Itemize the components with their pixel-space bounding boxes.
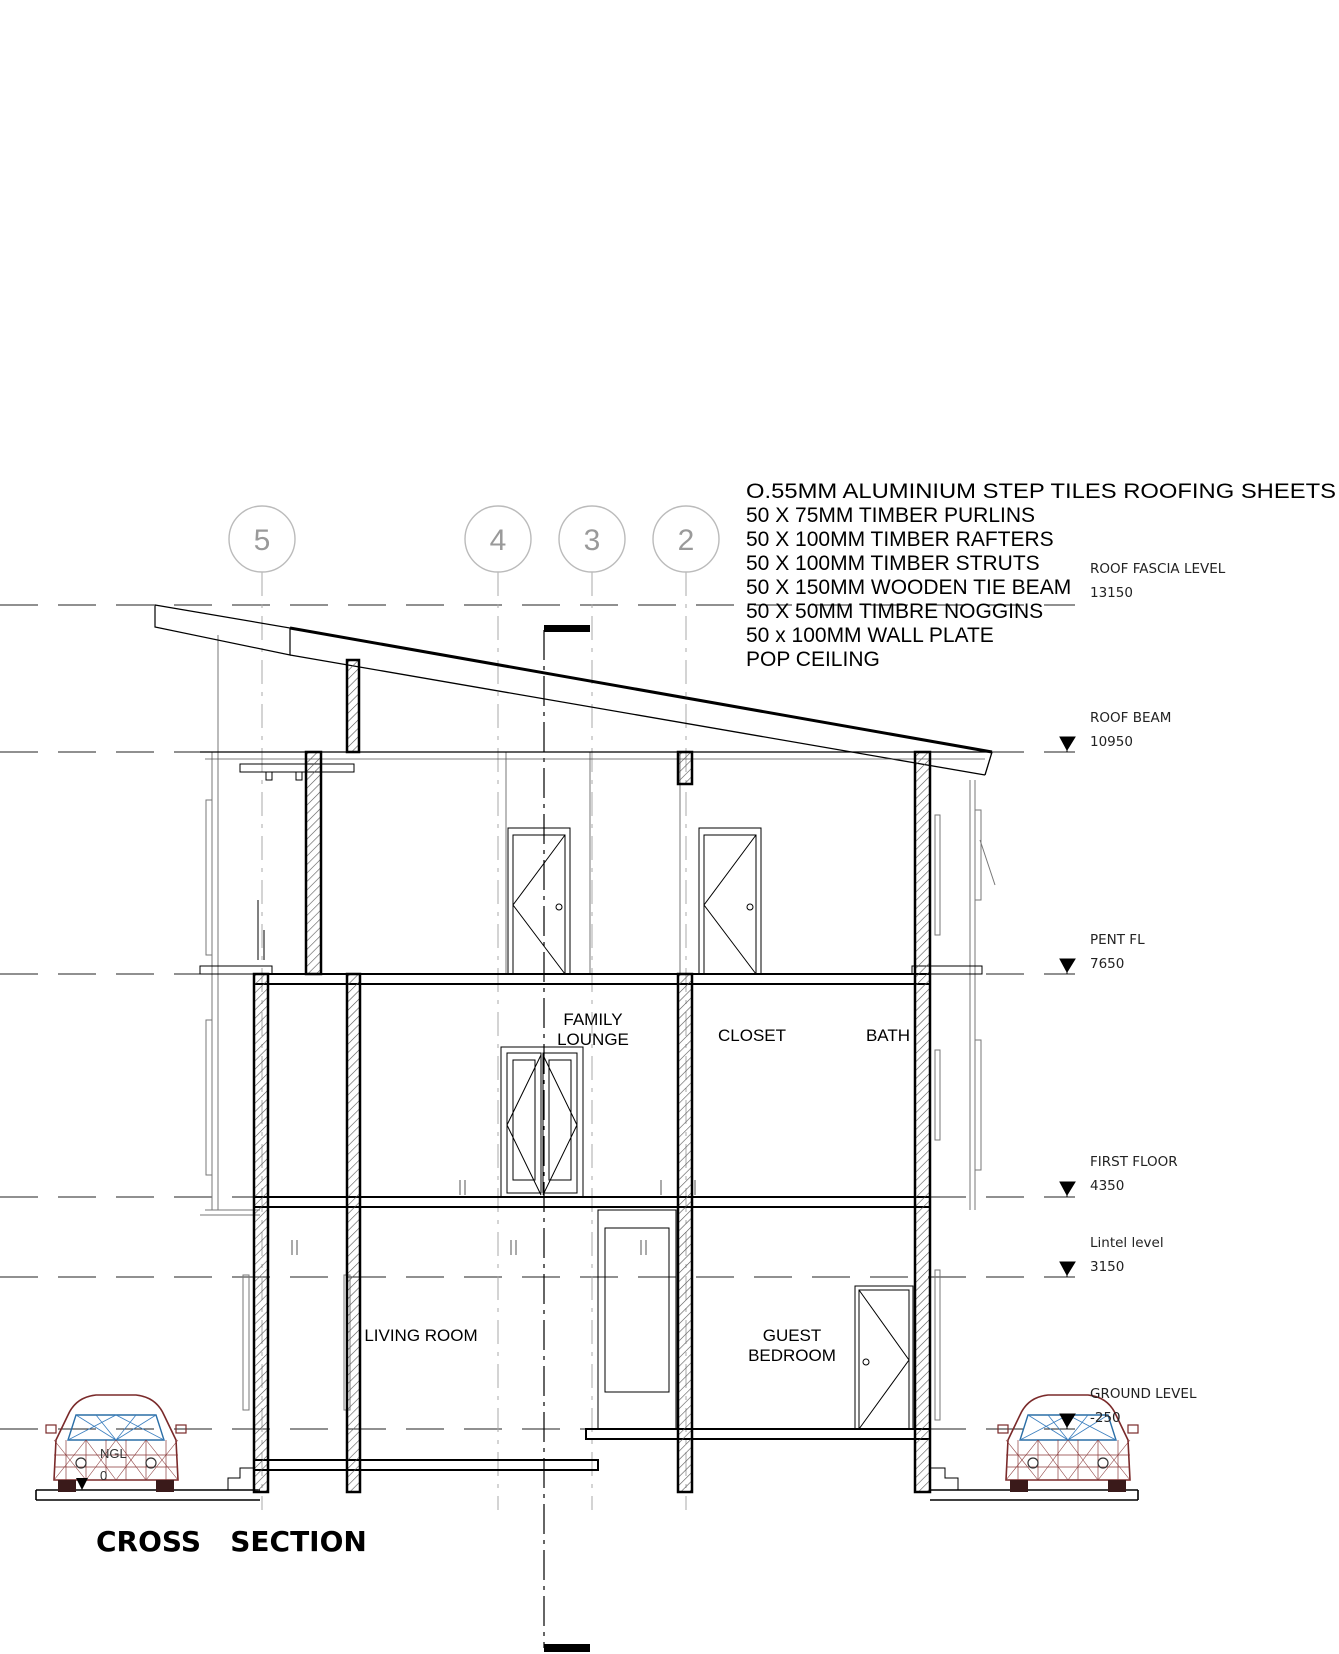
ngl-value: 0 (100, 1468, 108, 1483)
grid-label-3: 3 (583, 524, 601, 557)
grid-label-2: 2 (677, 524, 695, 557)
car-left (46, 1395, 186, 1492)
level-value-ground: -250 (1090, 1410, 1121, 1426)
level-name-lintel: Lintel level (1090, 1235, 1164, 1251)
grid-label-4: 4 (489, 524, 507, 557)
level-value-roof-fascia: 13150 (1090, 585, 1133, 601)
level-name-roof-beam: ROOF BEAM (1090, 710, 1172, 726)
ngl-label: NGL (100, 1446, 127, 1461)
room-living-room: LIVING ROOM (364, 1326, 478, 1345)
roof-note-4: 50 X 100MM TIMBER STRUTS (746, 552, 1040, 575)
roof-note-2: 50 X 75MM TIMBER PURLINS (746, 504, 1036, 527)
grid-label-5: 5 (253, 524, 271, 557)
room-family-lounge-1: FAMILY (563, 1010, 623, 1029)
room-guest-2: BEDROOM (748, 1346, 836, 1365)
roof-notes (746, 480, 1336, 671)
room-guest-1: GUEST (762, 1326, 822, 1345)
level-name-first-floor: FIRST FLOOR (1090, 1154, 1178, 1170)
drawing-title: CROSS SECTION (96, 1525, 367, 1558)
family-lounge-door (501, 1047, 583, 1197)
door-upper-left (508, 828, 570, 974)
column-a (254, 974, 268, 1492)
column-d (915, 752, 930, 1492)
roof-note-8: POP CEILING (746, 648, 880, 671)
level-value-roof-beam: 10950 (1090, 734, 1133, 750)
column-b (347, 974, 360, 1492)
column-c (678, 974, 692, 1492)
level-name-ground: GROUND LEVEL (1090, 1386, 1197, 1402)
room-family-lounge-2: LOUNGE (557, 1030, 629, 1049)
roof-note-5: 50 X 150MM WOODEN TIE BEAM (746, 576, 1072, 599)
roof-note-6: 50 X 50MM TIMBRE NOGGINS (746, 600, 1044, 623)
roof-note-3: 50 X 100MM TIMBER RAFTERS (746, 528, 1054, 551)
room-closet: CLOSET (717, 1026, 787, 1045)
grid-bubbles (229, 506, 719, 572)
column-e (306, 752, 321, 974)
stub-column-upper (347, 660, 359, 752)
ground-openings (598, 1210, 913, 1429)
roof-note-7: 50 x 100MM WALL PLATE (746, 624, 994, 647)
roof-note-1: O.55MM ALUMINIUM STEP TILES ROOFING SHEETS (746, 480, 1336, 503)
guest-door (855, 1286, 913, 1429)
level-markers (1060, 737, 1075, 1429)
entry-steps (228, 1468, 958, 1490)
eave-bracket (240, 764, 354, 960)
level-name-roof-fascia: ROOF FASCIA LEVEL (1090, 561, 1226, 577)
level-value-pent-fl: 7650 (1090, 956, 1125, 972)
ngl-marker (76, 1478, 88, 1490)
level-value-lintel: 3150 (1090, 1259, 1125, 1275)
door-upper-right (699, 828, 761, 974)
level-name-pent-fl: PENT FL (1090, 932, 1145, 948)
room-bath: BATH (865, 1026, 911, 1045)
stub-column-mid (678, 752, 692, 784)
level-value-first-floor: 4350 (1090, 1178, 1125, 1194)
upper-doors (508, 828, 761, 974)
